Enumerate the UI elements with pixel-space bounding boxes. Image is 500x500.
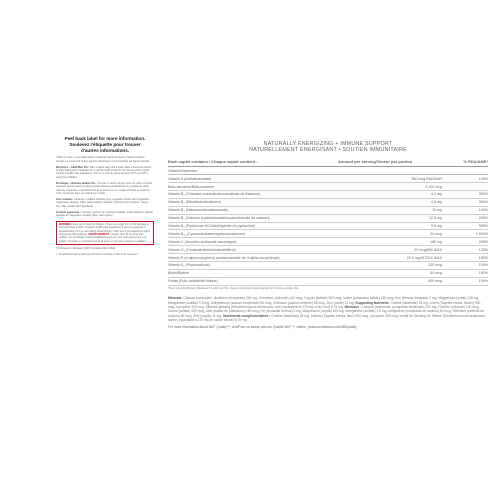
nutrient-row [168, 175, 488, 183]
nutrient-rda: 100% [478, 176, 488, 181]
headline-fr: NATURELLEMENT ÉNERGISANT • SOUTIEN IMMUNITAIRE [249, 147, 407, 153]
nutrient-row [168, 183, 488, 191]
nutrient-row [168, 270, 488, 278]
supporting-nutrients-label: Supporting Nutrients: [355, 300, 390, 305]
vitamins-label: Vitamin/Vitamines : [168, 167, 488, 175]
left-panel [56, 136, 154, 256]
nutriments-text: Choline (bitartrate) 25 mg, Lutéine (Tagetes erecta, fleur) 500 mcg, Lycopène 300 mcg, extrait de Ginseng de Sibérie (Eleutherococcus senticosus, racine, équivalant à 270 mg de racine sèche) 6,75 mg. [168, 313, 486, 323]
footnote-en: †Compared to Jamieson 100% Complete Men's Multi. [56, 247, 116, 251]
nutrient-row [168, 246, 488, 254]
contient-text: Cellulose, gomme de cellulose modifiée, acide stéarique végétal, stéarate de magnésium végétal, silice. Sans gluten. [56, 211, 154, 218]
nutrient-amount: 12.5 mg [429, 216, 442, 221]
nutrient-row [168, 199, 488, 207]
nutrient-amount: 4.6 mg [431, 200, 442, 205]
nutrient-row [168, 215, 488, 223]
ingredients-block [168, 296, 488, 322]
nutrient-rda: 559% [478, 223, 488, 228]
nutrient-rda: 100% [478, 279, 488, 284]
nutrient-row [168, 230, 488, 238]
nutrient-rda: 180% [478, 271, 488, 276]
nutrient-rda: 100% [478, 263, 488, 268]
nutrient-row [168, 223, 488, 231]
posology-text: Prendre 1 caplet par jour avec un repas. Prendre quelques heures avant ou après la prise d'autres médicaments ou produits de santé naturels. Consulter un professionnel de la santé pour un usage prolongé au-delà d'un mois. Conserver dans un endroit sec et frais. [56, 182, 153, 195]
nutrient-name: Vitamin B₁ (Thiamine mononitrate/monoitrate de thiamine) [168, 192, 261, 197]
warning-label: WARNING: [59, 223, 72, 227]
header-each-caplet: Each caplet contains / Chaque caplet contient : [168, 159, 258, 164]
also-contains-text: Cellulose, modified cellulose gum, vegetable stearic acid, vegetable magnesium stearate, silica, water-soluble cellulose, hydroxypropyl cellulose. Gluten free. May contain fish ingredients. [56, 198, 149, 208]
minerals-label: Minerals: [168, 296, 183, 301]
nutrient-table [168, 175, 488, 285]
nutrient-amount: 120 mcg [428, 263, 442, 268]
contient-paragraph [56, 211, 154, 218]
nutrient-row [168, 262, 488, 270]
nutrient-name: Vitamin D₃ (Cholecalciferol/cholécalciférol) [168, 247, 236, 252]
header-rda: % RDA/ANR* [463, 159, 488, 164]
nutrient-amount: 54 mcg [430, 271, 442, 276]
nutrient-rda: 133% [478, 247, 488, 252]
nutrient-rda: 1,000% [475, 231, 488, 236]
peel-back-title-en [56, 136, 154, 141]
nutrient-amount: 20 mcg/800 IU/UI [414, 247, 442, 252]
nutrient-row [168, 191, 488, 199]
also-contains-label: Also contains: [56, 198, 74, 202]
nutrient-rda: 250% [478, 216, 488, 221]
peel-fr-line: Soulevez l'étiquette pour trouver [69, 142, 141, 148]
table-header [168, 159, 488, 167]
nutrient-name: Vitamin E (d-alpha tocopheryl acetate/acétate de d-alpha-tocophéryle) [168, 255, 280, 260]
nutrient-amount: 22.5 mg AT/33.6 IU/UI [406, 255, 442, 260]
nutrient-amount: 4.2 mg [431, 192, 442, 197]
avertissement-text: Garder hors de la portée des enfants. Cet emballage contient suffisamment de fer pour nuire gravement à un enfant. Consulter un professionnel de la santé si vous êtes enceinte ou allaitez. [59, 233, 147, 243]
directions-label: Directions – Adult Men 50+: [56, 165, 89, 169]
supporting-nutrients-text: Choline (bitartrate) 25 mg, Lutein (Tagetes erecta, flower) 500 mcg, Lycopene 300 mcg, Siberian ginseng (Eleutherococcus senticosus, root, equivalent to 270 mg of dry root) 6.75 mg. [168, 300, 481, 309]
minerals-text: Calcium (carbonate, dicalcium phosphate) 200 mg, Chromium (chloride) 100 mcg, Copper (sulfate) 500 mcg, Iodine (potassium iodide) 150 mcg, Iron (ferrous fumarate) 2 mg, Magnesium (oxide) 125 mg, Manganese (sulfate) 1.5 mg, Molybdenum (sodium molybdate) 50 mcg, Selenium (sodium selenite) 65 mcg, Zinc (oxide) 11 mg. [168, 296, 480, 305]
nutrient-name: Beta-carotene/Bêta-carotène [168, 184, 215, 189]
peel-en-line: Peel back label for more information. [64, 136, 146, 141]
nutrient-row [168, 278, 488, 286]
nutrient-name: Vitamin K₁ (Phytonadione) [168, 263, 210, 268]
nutrient-amount: 16 mg [432, 208, 442, 213]
headline-en: NATURALLY ENERGIZING + IMMUNE SUPPORT [263, 141, 393, 147]
nutrient-name: Vitamin A (Acetate/acétate) [168, 176, 212, 181]
warning-text: Keep out of reach of children. There is enough iron in this package to seriously harm a child. Consult a health care practitioner if you are pregnant or breastfeeding, or if you are taking blood thinners. Stop use if you experience signs of hypersensitivity/allergy. [59, 223, 150, 237]
peel-fr-line: d'autres informations. [80, 147, 130, 153]
nutrient-row [168, 238, 488, 246]
nutrient-amount: 400 mcg [428, 279, 442, 284]
nutrient-amount: 550 mcg RAE/EAR [411, 176, 442, 181]
posology-paragraph [56, 182, 154, 195]
avertissement-label: AVERTISSEMENT : [88, 233, 111, 237]
nutrient-amount: 9.5 mg [431, 223, 442, 228]
nutrient-rda: 354% [478, 200, 488, 205]
nutrient-rda: 200% [478, 239, 488, 244]
nutrient-amount: 24 mcg [430, 231, 442, 236]
nutrient-amount: 180 mg [430, 239, 442, 244]
peel-back-title-fr [56, 142, 154, 153]
nutrient-name: Vitamin C (Ascorbic acid/acide ascorbique) [168, 239, 237, 244]
also-contains-paragraph [56, 198, 154, 208]
mineraux-text: Calcium (carbonate, phosphate bicalcique) 200 mg, Chrome (chlorure) 100 mcg, Cuivre (sulfate) 500 mcg, Iode (iodure de potassium) 150 mcg, Fer (fumarate ferreux) 2 mg, Magnésium (oxyde) 125 mg, Manganèse (sulfate) 1,5 mg, Molybdène (molybdate de sodium) 50 mcg, Sélénium (sélénite de sodium) 65 mcg, Zinc (oxyde) 11 mg. [168, 304, 485, 318]
more-info-line: For more information about 360° Quality™, visit/Pour en savoir plus sur Qualité 360°™, visitez : jamiesonvitamins.com/360quality [168, 324, 357, 329]
footnote-fr: † Comparativement à Multi pour hommes complète à 100 % de Jamieson. [56, 252, 139, 256]
nutrient-row [168, 207, 488, 215]
nutrient-rda: 150% [478, 255, 488, 260]
nutrient-name: Folate (Folic acid/acide folique) [168, 279, 218, 284]
nutrient-rda: 100% [478, 208, 488, 213]
header-amount: Amount per serving/Teneur par portion [338, 159, 413, 164]
nutrient-row [168, 254, 488, 262]
contient-label: Contient également : [56, 211, 81, 215]
posology-label: Posologie – Hommes adultes 50+ : [56, 182, 98, 185]
right-panel [168, 141, 488, 329]
daily-needs-note: *100% or more of your daily vitamin needs as recommended by Health Canada / Comble au moins 100 % des apports vitaminiques recommandés par Santé Canada. [56, 156, 150, 163]
nutrient-amount: 2,100 mcg [425, 184, 442, 189]
headline [168, 141, 488, 153]
mineraux-label: Minéraux : [344, 304, 362, 309]
nutrient-name: Vitamin B₂ (Riboflavin/riboflavine) [168, 200, 222, 205]
nutrient-name: Vitamin B₁₂ (Cyanocobalamin/cyanocobalamine) [168, 231, 246, 236]
directions-paragraph [56, 166, 154, 179]
nutrient-name: Vitamin B₅ (Calcium d-pantothenate/d-pantothénate de calcium) [168, 216, 270, 221]
rda-footnote: *Recommended Dietary Allowance for adult men 50+ / Apport nutritionnel recommandé pour hommes adultes 50+. [168, 287, 300, 291]
nutrient-name: Biotin/Biotine [168, 271, 189, 276]
nutrient-rda: 350% [478, 192, 488, 197]
nutrient-name: Vitamin B₆ (Pyridoxine HCl/chlorhydrate de pyridoxine) [168, 223, 256, 228]
nutrient-name: Vitamin B₃ (Niacinamide/niacinamide) [168, 208, 229, 213]
nutriments-label: Nutriments complémentaires : [223, 313, 271, 318]
warning-box [56, 221, 154, 246]
directions-text: Take 1 caplet daily with a meal. Take a few hours before or after taking other medications or natural health products. For use beyond 1 month, consult a health care practitioner. Store in a cool dry place between 15°C and 25°C, away from children. [56, 165, 152, 179]
